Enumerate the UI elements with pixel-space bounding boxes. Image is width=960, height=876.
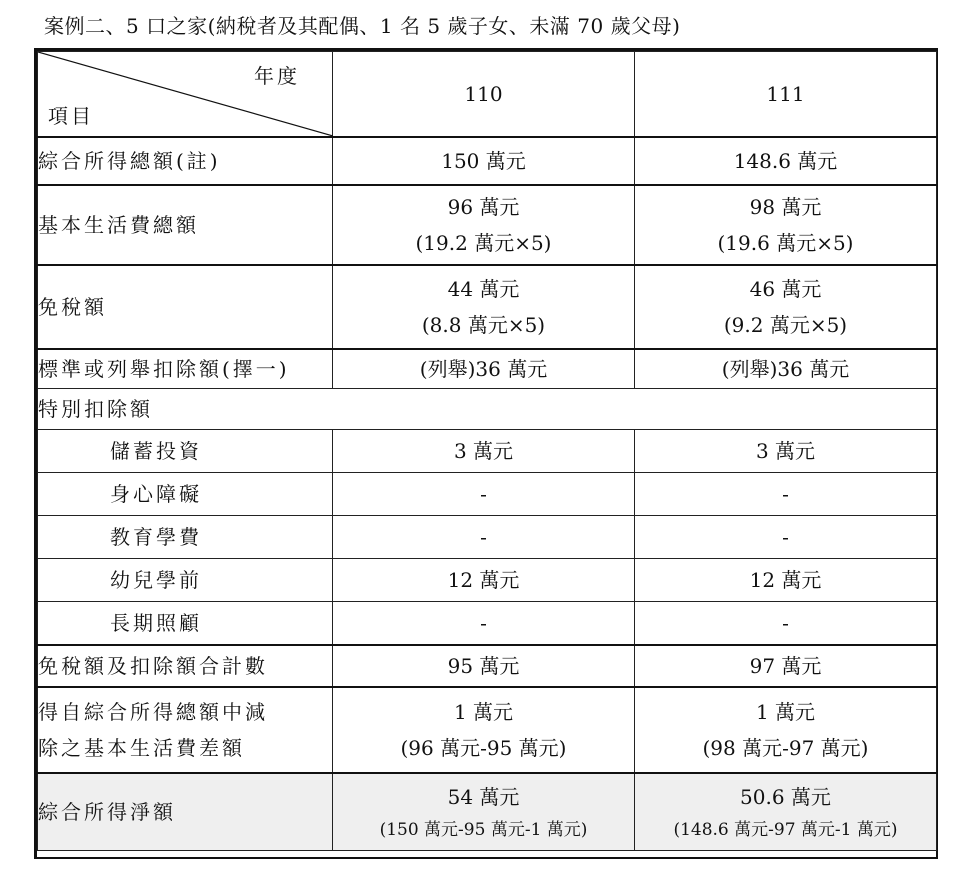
preschool-110: 12 萬元 [333,559,635,602]
table-row [38,349,937,389]
standard-itemized-111: (列舉)36 萬元 [635,349,937,389]
row-label-total-deductions: 免稅額及扣除額合計數 [38,645,333,687]
preschool-111: 12 萬元 [635,559,937,602]
basic-living-111 [635,185,937,265]
gross-income-111: 148.6 萬元 [635,137,937,185]
disability-111: - [635,473,937,516]
net-income-111 [635,773,937,851]
exemption-111-detail: (9.2 萬元×5) [723,313,848,337]
row-label-savings: 儲蓄投資 [38,430,333,473]
row-label-long-term-care: 長期照顧 [38,602,333,646]
basic-living-111-value: 98 萬元 [749,195,822,219]
tuition-110: - [333,516,635,559]
tuition-111: - [635,516,937,559]
living-difference-label-line1: 得自綜合所得總額中減 [38,700,268,724]
net-income-111-value: 50.6 萬元 [740,785,831,809]
long-term-care-111: - [635,602,937,646]
row-label-net-income: 綜合所得淨額 [38,773,333,851]
table-row [38,265,937,349]
net-income-110 [333,773,635,851]
gross-income-110: 150 萬元 [333,137,635,185]
living-difference-111 [635,687,937,773]
total-deductions-111: 97 萬元 [635,645,937,687]
special-deduction-title: 特別扣除額 [38,389,937,430]
exemption-110-detail: (8.8 萬元×5) [421,313,546,337]
table-row [38,645,937,687]
row-label-gross-income: 綜合所得總額(註) [38,137,333,185]
total-deductions-110: 95 萬元 [333,645,635,687]
table-row [38,773,937,851]
basic-living-110-value: 96 萬元 [447,195,520,219]
row-label-preschool: 幼兒學前 [38,559,333,602]
standard-itemized-110: (列舉)36 萬元 [333,349,635,389]
net-income-110-detail: (150 萬元-95 萬元-1 萬元) [379,820,588,840]
exemption-110-value: 44 萬元 [447,277,520,301]
living-difference-110-detail: (96 萬元-95 萬元) [400,736,567,760]
header-row [38,52,937,138]
row-label-standard-itemized: 標準或列舉扣除額(擇一) [38,349,333,389]
table-row [38,687,937,773]
header-year-110: 110 [333,52,635,138]
row-label-basic-living: 基本生活費總額 [38,185,333,265]
long-term-care-110: - [333,602,635,646]
table-row [38,185,937,265]
row-label-exemption: 免稅額 [38,265,333,349]
living-difference-label-line2: 除之基本生活費差額 [38,736,245,760]
row-label-disability: 身心障礙 [38,473,333,516]
living-difference-110-value: 1 萬元 [453,700,514,724]
living-difference-111-value: 1 萬元 [755,700,816,724]
living-difference-111-detail: (98 萬元-97 萬元) [702,736,869,760]
table-row [38,137,937,185]
net-income-111-detail: (148.6 萬元-97 萬元-1 萬元) [673,820,898,840]
basic-living-110-detail: (19.2 萬元×5) [415,231,552,255]
basic-living-111-detail: (19.6 萬元×5) [717,231,854,255]
disability-110: - [333,473,635,516]
table-row [38,602,937,646]
table-row [38,516,937,559]
header-item-label: 項目 [48,104,94,128]
table-row [38,430,937,473]
exemption-111-value: 46 萬元 [749,277,822,301]
header-year-111: 111 [635,52,937,138]
savings-111: 3 萬元 [635,430,937,473]
row-label-tuition: 教育學費 [38,516,333,559]
table-row [38,559,937,602]
exemption-110 [333,265,635,349]
table-row [38,473,937,516]
net-income-110-value: 54 萬元 [447,785,520,809]
table-row [38,389,937,430]
row-label-living-difference [38,687,333,773]
living-difference-110 [333,687,635,773]
exemption-111 [635,265,937,349]
tax-table [37,51,937,851]
header-diagonal-cell [38,52,333,138]
basic-living-110 [333,185,635,265]
savings-110: 3 萬元 [333,430,635,473]
table-caption: 案例二、5 口之家(納稅者及其配偶、1 名 5 歲子女、未滿 70 歲父母) [44,14,681,38]
header-year-label: 年度 [254,64,300,88]
